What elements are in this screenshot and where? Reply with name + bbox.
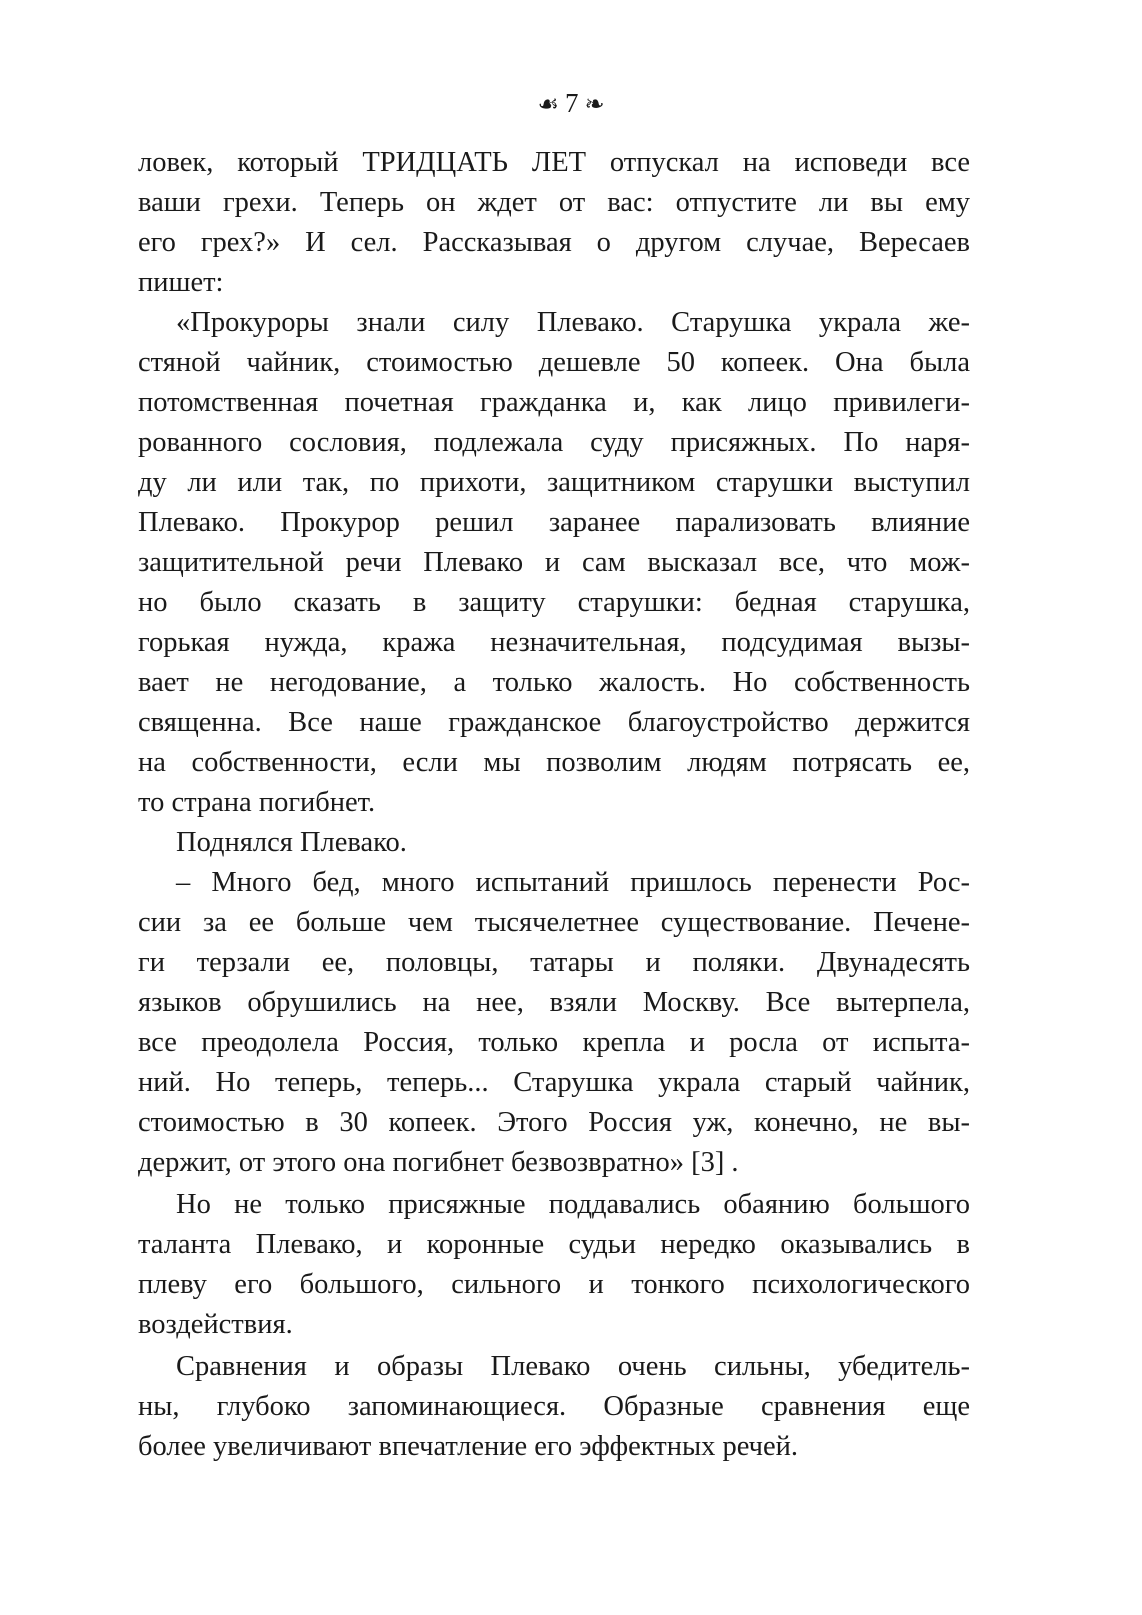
- text-line: ваши грехи. Теперь он ждет от вас: отпустите ли вы ему: [138, 187, 970, 218]
- text-line: на собственности, если мы позволим людям потрясать ее,: [138, 747, 970, 778]
- body-text: [138, 143, 970, 1467]
- page-header: [0, 88, 1142, 119]
- text-line: ловек, который ТРИДЦАТЬ ЛЕТ отпускал на исповеди все: [138, 147, 970, 178]
- text-line: плеву его большого, сильного и тонкого психологического: [138, 1269, 970, 1300]
- text-line: – Много бед, много испытаний пришлось перенести Рос-: [176, 867, 970, 898]
- text-line: ны, глубоко запоминающиеся. Образные сравнения еще: [138, 1391, 970, 1422]
- text-line: воздействия.: [138, 1309, 293, 1340]
- paragraph: [138, 1185, 970, 1345]
- text-line: языков обрушились на нее, взяли Москву. Все вытерпела,: [138, 987, 970, 1018]
- text-line: пишет:: [138, 267, 224, 298]
- text-line: защитительной речи Плевако и сам высказал все, что мож-: [138, 547, 970, 578]
- text-line: священна. Все наше гражданское благоустройство держится: [138, 707, 970, 738]
- text-line: то страна погибнет.: [138, 787, 376, 818]
- text-line: потомственная почетная гражданка и, как лицо привилеги-: [138, 387, 970, 418]
- text-line: держит, от этого она погибнет безвозвратно» [3] .: [138, 1147, 739, 1178]
- text-line: Поднялся Плевако.: [176, 827, 407, 858]
- text-line: вает не негодование, а только жалость. Но собственность: [138, 667, 970, 698]
- text-line: сии за ее больше чем тысячелетнее существование. Печене-: [138, 907, 970, 938]
- text-line: ду ли или так, по прихоти, защитником старушки выступил: [138, 467, 970, 498]
- text-line: рованного сословия, подлежала суду присяжных. По наря-: [138, 427, 970, 458]
- text-line: ний. Но теперь, теперь... Старушка украла старый чайник,: [138, 1067, 970, 1098]
- paragraph: [138, 823, 970, 863]
- text-line: его грех?» И сел. Рассказывая о другом случае, Вересаев: [138, 227, 970, 258]
- text-line: таланта Плевако, и коронные судьи нередко оказывались в: [138, 1229, 970, 1260]
- text-line: Плевако. Прокурор решил заранее парализовать влияние: [138, 507, 970, 538]
- paragraph: [138, 1347, 970, 1467]
- text-line: Но не только присяжные поддавались обаянию большого: [176, 1189, 970, 1220]
- text-line: стоимостью в 30 копеек. Этого Россия уж, конечно, не вы-: [138, 1107, 970, 1138]
- text-line: все преодолела Россия, только крепла и росла от испыта-: [138, 1027, 970, 1058]
- right-ornament-icon: ❧: [584, 92, 605, 118]
- paragraph: [138, 143, 970, 303]
- text-line: ги терзали ее, половцы, татары и поляки. Двунадесять: [138, 947, 970, 978]
- text-line: но было сказать в защиту старушки: бедная старушка,: [138, 587, 970, 618]
- paragraph: [138, 863, 970, 1183]
- text-line: Сравнения и образы Плевако очень сильны, убедитель-: [176, 1351, 970, 1382]
- text-line: «Прокуроры знали силу Плевако. Старушка украла же-: [176, 307, 970, 338]
- left-ornament-icon: ☙: [537, 92, 559, 118]
- text-line: более увеличивают впечатление его эффектных речей.: [138, 1431, 799, 1462]
- text-line: горькая нужда, кража незначительная, подсудимая вызы-: [138, 627, 970, 658]
- paragraph: [138, 303, 970, 823]
- text-line: стяной чайник, стоимостью дешевле 50 копеек. Она была: [138, 347, 970, 378]
- page-number: 7: [564, 88, 579, 118]
